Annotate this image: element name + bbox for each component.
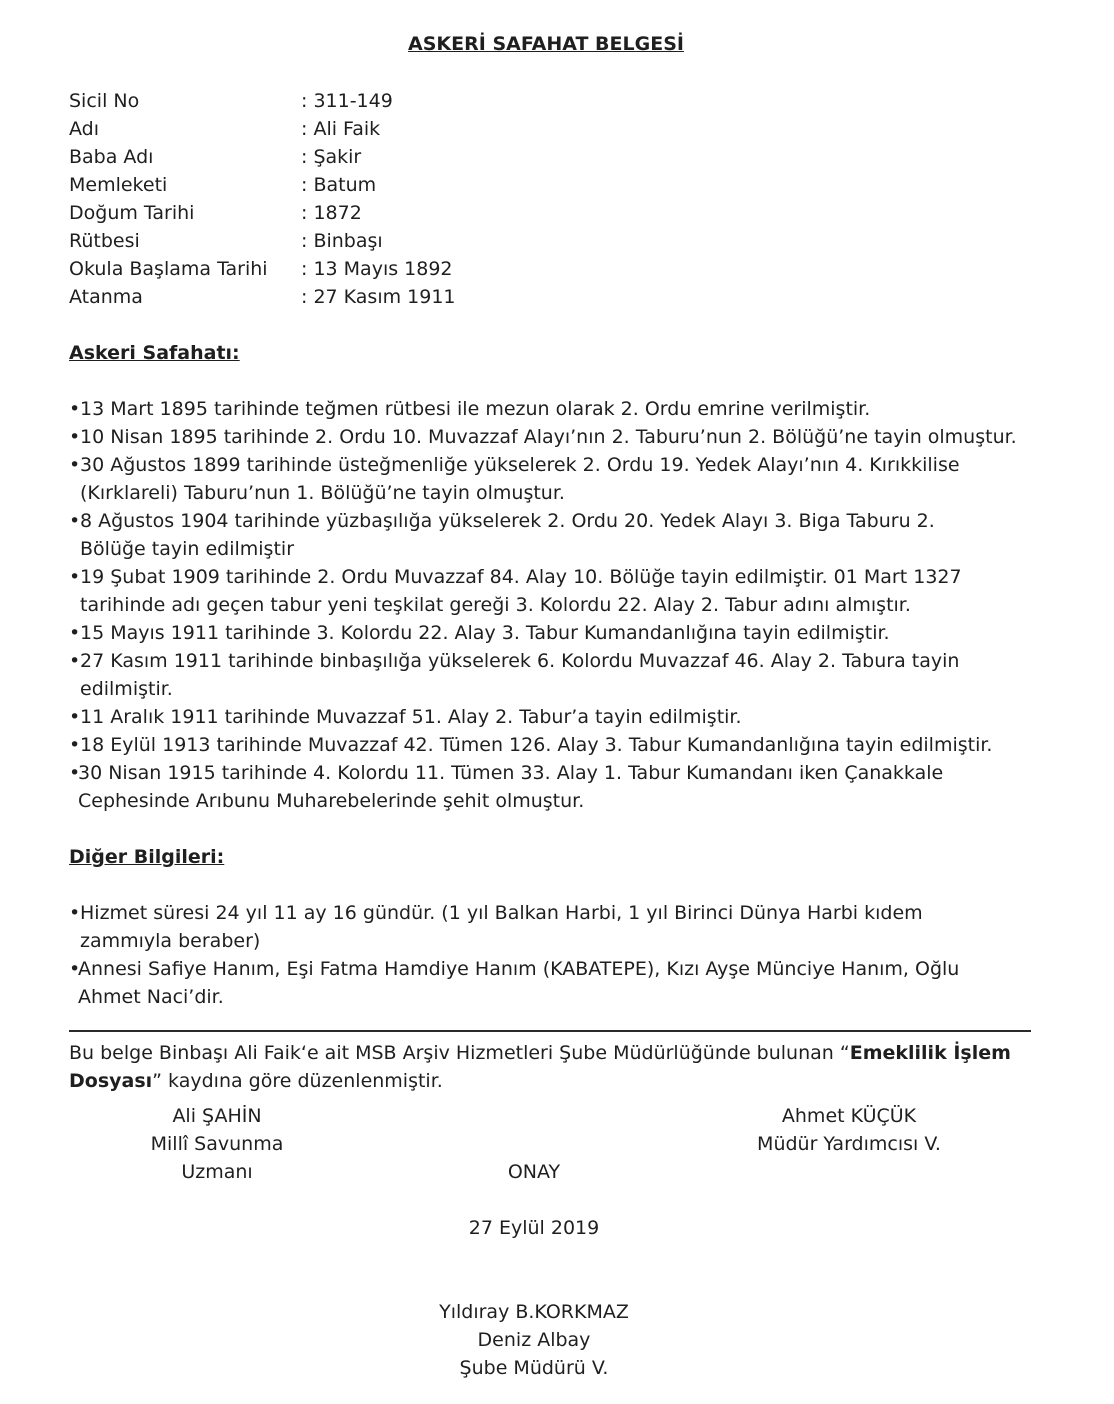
source-note-text: Bu belge Binbaşı Ali Faik‘e ait MSB Arşiv Hizmetleri Şube Müdürlüğünde bulunan “ xyxy=(69,1042,850,1064)
approval-label: ONAY xyxy=(507,1161,561,1183)
list-item xyxy=(69,451,1031,507)
info-value: : Batum xyxy=(301,174,377,196)
approver-name: Yıldıray B.KORKMAZ xyxy=(439,1301,629,1323)
list-item xyxy=(69,731,1031,759)
source-note-text-end: ” kaydına göre düzenlenmiştir. xyxy=(152,1070,443,1092)
approval-date: 27 Eylül 2019 xyxy=(468,1217,600,1239)
info-value: : 13 Mayıs 1892 xyxy=(301,258,453,280)
source-note-file: Emeklilik İşlem Dosyası xyxy=(69,1042,1011,1092)
approval-block xyxy=(69,1158,999,1382)
approver-position: Şube Müdürü V. xyxy=(459,1357,609,1379)
list-item-text: 15 Mayıs 1911 tarihinde 3. Kolordu 22. Alay 3. Tabur Kumandanlığına tayin edilmiştir. xyxy=(80,622,890,644)
other-info-list xyxy=(69,899,1031,1011)
info-label: Rütbesi xyxy=(69,230,140,252)
info-value: : Ali Faik xyxy=(301,118,381,140)
list-item xyxy=(69,507,1031,563)
signatory-name: Ahmet KÜÇÜK xyxy=(781,1105,917,1127)
info-row-adi xyxy=(69,115,1031,143)
info-label: Okula Başlama Tarihi xyxy=(69,258,268,280)
info-row-dogum-tarihi xyxy=(69,199,1031,227)
info-row-atanma xyxy=(69,283,1031,311)
info-row-sicil-no xyxy=(69,87,1031,115)
info-label: Baba Adı xyxy=(69,146,154,168)
list-item-text: 13 Mart 1895 tarihinde teğmen rütbesi ile mezun olarak 2. Ordu emrine verilmiştir. xyxy=(80,398,871,420)
bullet-icon: • xyxy=(69,566,81,588)
list-item-text: 19 Şubat 1909 tarihinde 2. Ordu Muvazzaf 84. Alay 10. Bölüğe tayin edilmiştir. 01 Mart 1327 tarihinde adı geçen tabur yeni teşkilat gereği 3. Kolordu 22. Alay 2. Tabur adını almıştır. xyxy=(80,566,962,616)
signatory-name: Ali ŞAHİN xyxy=(172,1105,262,1127)
info-value: : 311-149 xyxy=(301,90,393,112)
list-item xyxy=(69,395,1031,423)
info-row-baba-adi xyxy=(69,143,1031,171)
list-item-text: 30 Nisan 1915 tarihinde 4. Kolordu 11. Tümen 33. Alay 1. Tabur Kumandanı iken Çanakkale Cephesinde Arıbunu Muharebelerinde şehit olmuştur. xyxy=(78,762,944,812)
bullet-icon: • xyxy=(69,510,81,532)
list-item xyxy=(69,647,1031,703)
bullet-icon: • xyxy=(69,426,81,448)
bullet-icon: • xyxy=(69,398,81,420)
signatory-left xyxy=(117,1102,317,1186)
info-label: Doğum Tarihi xyxy=(69,202,195,224)
signatory-title: Müdür Yardımcısı V. xyxy=(757,1133,941,1155)
info-row-rutbesi xyxy=(69,227,1031,255)
list-item-text: Annesi Safiye Hanım, Eşi Fatma Hamdiye Hanım (KABATEPE), Kızı Ayşe Münciye Hanım, Oğlu Ahmet Naci’dir. xyxy=(78,958,960,1008)
service-heading: Askeri Safahatı: xyxy=(69,342,240,364)
list-item xyxy=(69,703,1031,731)
bullet-icon: • xyxy=(69,958,81,980)
info-value: : Şakir xyxy=(301,146,362,168)
personal-info xyxy=(69,87,1031,311)
list-item xyxy=(69,759,1031,815)
service-list xyxy=(69,395,1031,815)
document xyxy=(69,30,1031,1382)
bullet-icon: • xyxy=(69,762,81,784)
info-label: Memleketi xyxy=(69,174,168,196)
bullet-icon: • xyxy=(69,622,81,644)
list-item-text: 11 Aralık 1911 tarihinde Muvazzaf 51. Alay 2. Tabur’a tayin edilmiştir. xyxy=(80,706,742,728)
info-label: Adı xyxy=(69,118,100,140)
signatory-title: Millî Savunma Uzmanı xyxy=(150,1133,284,1183)
info-label: Sicil No xyxy=(69,90,140,112)
list-item-text: 10 Nisan 1895 tarihinde 2. Ordu 10. Muvazzaf Alayı’nın 2. Taburu’nun 2. Bölüğü’ne tayin olmuştur. xyxy=(80,426,1017,448)
source-note xyxy=(69,1039,1031,1095)
bullet-icon: • xyxy=(69,902,81,924)
info-row-okula-baslama-tarihi xyxy=(69,255,1031,283)
list-item-text: 27 Kasım 1911 tarihinde binbaşılığa yükselerek 6. Kolordu Muvazzaf 46. Alay 2. Tabura tayin edilmiştir. xyxy=(80,650,960,700)
list-item xyxy=(69,955,1031,1011)
divider xyxy=(69,1030,1031,1032)
signatory-right xyxy=(749,1102,949,1158)
bullet-icon: • xyxy=(69,706,81,728)
list-item-text: 30 Ağustos 1899 tarihinde üsteğmenliğe yükselerek 2. Ordu 19. Yedek Alayı’nın 4. Kırıkkilise (Kırklareli) Taburu’nun 1. Bölüğü’ne tayin olmuştur. xyxy=(80,454,960,504)
list-item xyxy=(69,563,1031,619)
info-value: : 1872 xyxy=(301,202,362,224)
bullet-icon: • xyxy=(69,454,81,476)
bullet-icon: • xyxy=(69,650,81,672)
info-value: : 27 Kasım 1911 xyxy=(301,286,456,308)
list-item xyxy=(69,619,1031,647)
info-value: : Binbaşı xyxy=(301,230,383,252)
other-info-heading: Diğer Bilgileri: xyxy=(69,846,225,868)
info-label: Atanma xyxy=(69,286,143,308)
info-row-memleketi xyxy=(69,171,1031,199)
list-item xyxy=(69,423,1031,451)
list-item xyxy=(69,899,1031,955)
list-item-text: 8 Ağustos 1904 tarihinde yüzbaşılığa yükselerek 2. Ordu 20. Yedek Alayı 3. Biga Taburu 2. Bölüğe tayin edilmiştir xyxy=(80,510,935,560)
approver-rank: Deniz Albay xyxy=(477,1329,591,1351)
document-title: ASKERİ SAFAHAT BELGESİ xyxy=(408,33,684,55)
list-item-text: 18 Eylül 1913 tarihinde Muvazzaf 42. Tümen 126. Alay 3. Tabur Kumandanlığına tayin edilmiştir. xyxy=(80,734,993,756)
list-item-text: Hizmet süresi 24 yıl 11 ay 16 gündür. (1 yıl Balkan Harbi, 1 yıl Birinci Dünya Harbi kıdem zammıyla beraber) xyxy=(80,902,923,952)
bullet-icon: • xyxy=(69,734,81,756)
